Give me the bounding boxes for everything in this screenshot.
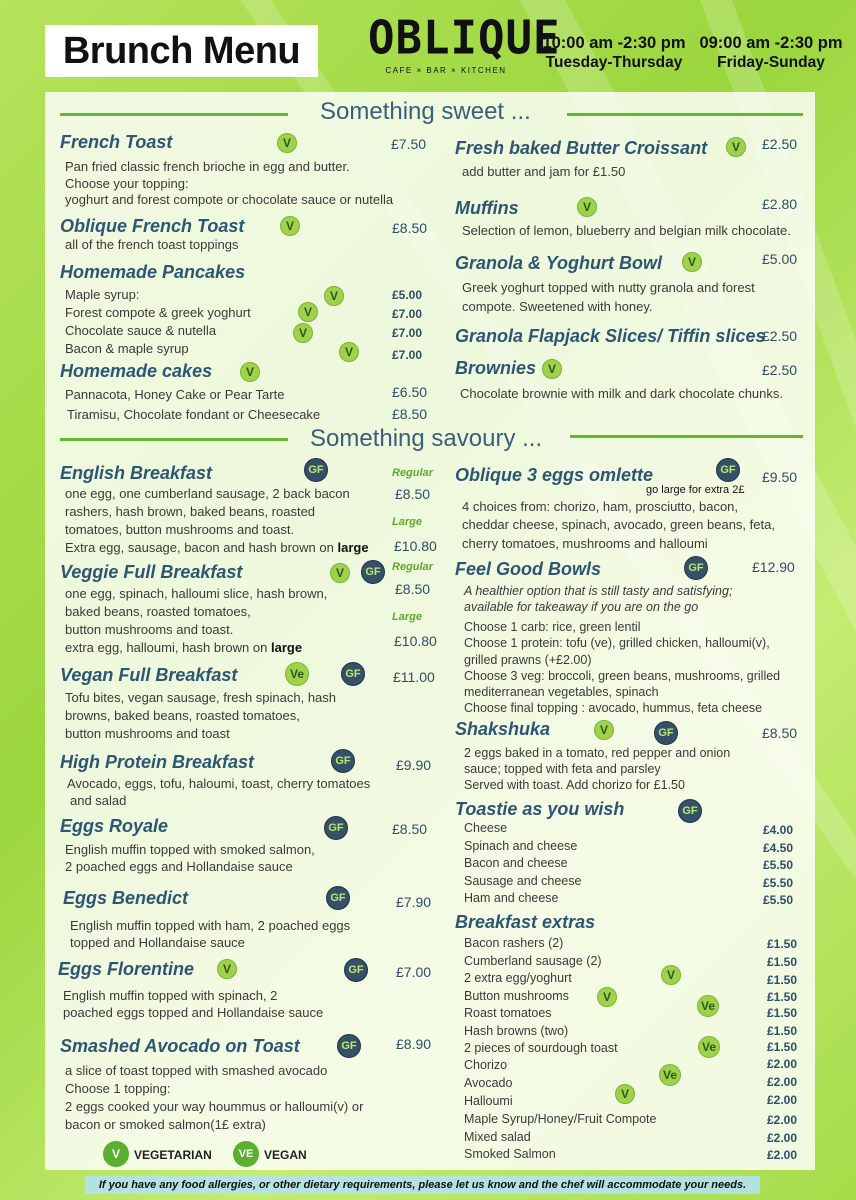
vegetarian-badge: V	[280, 216, 300, 236]
item-desc: Chocolate brownie with milk and dark chocolate chunks.	[460, 386, 784, 401]
vegetarian-badge: V	[615, 1084, 635, 1104]
item-price: £7.50	[391, 136, 427, 152]
vegetarian-badge: V	[542, 359, 562, 379]
item-name: Eggs Florentine	[58, 959, 195, 979]
item-price: £2.50	[762, 362, 798, 378]
vegetarian-badge: V	[217, 959, 237, 979]
option-label: Cheese	[464, 821, 508, 835]
item-desc: English muffin topped with spinach, 2	[63, 988, 278, 1003]
item-price: £2.50	[762, 136, 798, 152]
vegetarian-badge: V	[277, 133, 297, 153]
item-desc: baked beans, roasted tomatoes,	[65, 604, 251, 619]
item-desc: compote. Sweetened with honey.	[462, 299, 653, 314]
item-name: Homemade Pancakes	[60, 262, 246, 282]
item-desc: English muffin topped with ham, 2 poached eggs	[70, 918, 351, 933]
extra-text: Extra egg, sausage, bacon and hash brown on	[65, 540, 334, 555]
allergy-footer: If you have any food allergies, or other dietary requirements, please let us know and the chef will accommodate your needs.	[85, 1176, 760, 1194]
vegan-legend-icon: VE	[233, 1141, 259, 1167]
vegetarian-badge: V	[298, 302, 318, 322]
vegetarian-badge: V	[293, 323, 313, 343]
item-name: Veggie Full Breakfast	[60, 562, 243, 582]
item-desc: Choose 1 carb: rice, green lentil	[464, 620, 641, 634]
vegetarian-badge: V	[577, 197, 597, 217]
logo-word: OBLIQUE	[368, 11, 561, 66]
item-desc: Selection of lemon, blueberry and belgian milk chocolate.	[462, 223, 791, 238]
gluten-free-badge: GF	[337, 1034, 361, 1058]
item-desc: cherry tomatoes, mushrooms and halloumi	[462, 536, 708, 551]
item-name: French Toast	[60, 132, 173, 152]
option-price: £1.50	[767, 955, 798, 969]
item-tagline: available for takeaway if you are on the go	[464, 600, 699, 614]
option-price: £2.00	[767, 1113, 798, 1127]
option-label: Pannacota, Honey Cake or Pear Tarte	[65, 387, 285, 402]
hours-weekday	[540, 33, 688, 73]
item-name: Eggs Benedict	[63, 888, 189, 908]
option-price: £6.50	[392, 384, 428, 400]
option-label: Forest compote & greek yoghurt	[65, 305, 251, 320]
item-name: Brownies	[455, 358, 537, 378]
option-label: 2 pieces of sourdough toast	[464, 1041, 618, 1055]
hours-time: 09:00 am -2:30 pm	[699, 34, 843, 52]
item-price: £8.50	[392, 821, 428, 837]
item-name: Eggs Royale	[60, 816, 169, 836]
item-price: £9.90	[396, 757, 432, 773]
vegetarian-badge: V	[330, 563, 350, 583]
item-price: £12.90	[752, 559, 795, 575]
menu-panel	[45, 92, 815, 1170]
vegetarian-badge: V	[324, 286, 344, 306]
gluten-free-badge: GF	[326, 886, 350, 910]
item-desc: grilled prawns (+£2.00)	[464, 653, 592, 667]
page-title: Brunch Menu	[62, 29, 301, 72]
option-label: Maple Syrup/Honey/Fruit Compote	[464, 1112, 657, 1126]
extra-text: extra egg, halloumi, hash brown on	[65, 640, 268, 655]
option-price: £8.50	[392, 406, 428, 422]
item-tagline: A healthier option that is still tasty and satisfying;	[464, 584, 733, 598]
size-tag: Large	[392, 611, 422, 623]
item-desc: rashers, hash brown, baked beans, roasted	[65, 504, 316, 519]
item-name: Toastie as you wish	[455, 799, 625, 819]
item-price: £2.80	[762, 196, 798, 212]
vegetarian-badge: V	[661, 965, 681, 985]
vegetarian-badge: V	[726, 137, 746, 157]
option-label: Hash browns (two)	[464, 1024, 569, 1038]
item-desc: English muffin topped with smoked salmon,	[65, 842, 315, 857]
option-price: £2.00	[767, 1131, 798, 1145]
section-divider	[567, 113, 803, 116]
vegan-badge: Ve	[698, 1036, 720, 1058]
item-desc: button mushrooms and toast.	[65, 622, 234, 637]
item-desc: button mushrooms and toast	[65, 726, 230, 741]
size-tag: Large	[392, 516, 422, 528]
item-desc: a slice of toast topped with smashed avocado	[65, 1063, 328, 1078]
option-label: Smoked Salmon	[464, 1147, 556, 1161]
option-price: £7.00	[392, 307, 423, 321]
option-price: £5.50	[763, 858, 794, 872]
oblique-logo	[368, 11, 561, 75]
item-price: £9.50	[762, 469, 798, 485]
item-desc: Choose final topping : avocado, hummus, feta cheese	[464, 701, 763, 715]
option-price: £2.00	[767, 1093, 798, 1107]
gluten-free-badge: GF	[678, 799, 702, 823]
vegan-legend-label: VEGAN	[264, 1148, 307, 1162]
option-price: £1.50	[767, 1040, 798, 1054]
vegetarian-legend-label: VEGETARIAN	[134, 1148, 212, 1162]
gluten-free-badge: GF	[304, 458, 328, 482]
section-title-savoury: Something savoury ...	[310, 425, 543, 452]
item-desc: 2 eggs cooked your way hoummus or halloumi(v) or	[65, 1099, 364, 1114]
option-price: £2.00	[767, 1148, 798, 1162]
item-desc: and salad	[70, 793, 127, 808]
page-title-box	[45, 25, 318, 77]
item-desc: poached eggs topped and Hollandaise sauce	[63, 1005, 324, 1020]
vegan-badge: Ve	[285, 662, 309, 686]
item-desc: one egg, one cumberland sausage, 2 back bacon	[65, 486, 350, 501]
option-price: £4.00	[763, 823, 794, 837]
option-label: Bacon rashers (2)	[464, 936, 564, 950]
gluten-free-badge: GF	[324, 816, 348, 840]
item-name: Smashed Avocado on Toast	[60, 1036, 300, 1056]
option-price: £1.50	[767, 937, 798, 951]
item-desc: Tofu bites, vegan sausage, fresh spinach, hash	[65, 690, 337, 705]
item-name: Feel Good Bowls	[455, 559, 602, 579]
item-note: go large for extra 2£	[646, 484, 745, 496]
option-label: Button mushrooms	[464, 989, 569, 1003]
item-desc: all of the french toast toppings	[65, 237, 239, 252]
gluten-free-badge: GF	[341, 662, 365, 686]
option-price: £5.50	[763, 876, 794, 890]
item-name: Fresh baked Butter Croissant	[455, 138, 708, 158]
option-label: Chocolate sauce & nutella	[65, 323, 217, 338]
item-desc: browns, baked beans, roasted tomatoes,	[65, 708, 300, 723]
gluten-free-badge: GF	[716, 458, 740, 482]
hours-time: 10:00 am -2:30 pm	[542, 34, 686, 52]
extra-bold: large	[270, 640, 303, 655]
option-price: £7.00	[392, 326, 423, 340]
item-desc: 4 choices from: chorizo, ham, prosciutto, bacon,	[462, 499, 739, 514]
item-desc: bacon or smoked salmon(1£ extra)	[65, 1117, 266, 1132]
option-label: Bacon & maple syrup	[65, 341, 189, 356]
option-price: £4.50	[763, 841, 794, 855]
hours-weekend	[698, 33, 844, 73]
item-desc: Served with toast. Add chorizo for £1.50	[464, 778, 685, 792]
item-name: Granola Flapjack Slices/ Tiffin slices	[455, 326, 766, 346]
item-price: £2.50	[762, 328, 798, 344]
item-desc: add butter and jam for £1.50	[462, 164, 626, 179]
item-desc: Avocado, eggs, tofu, haloumi, toast, cherry tomatoes	[67, 776, 371, 791]
option-price: £1.50	[767, 1024, 798, 1038]
item-desc: 2 eggs baked in a tomato, red pepper and onion	[464, 746, 731, 760]
item-desc: cheddar cheese, spinach, avocado, green beans, feta,	[462, 517, 775, 532]
section-divider	[60, 113, 288, 116]
hours-days: Tuesday-Thursday	[545, 54, 683, 71]
item-price: £7.90	[396, 894, 432, 910]
option-label: Cumberland sausage (2)	[464, 954, 602, 968]
item-desc: tomatoes, button mushrooms and toast.	[65, 522, 295, 537]
option-price: £2.00	[767, 1057, 798, 1071]
item-desc: yoghurt and forest compote or chocolate sauce or nutella	[65, 192, 394, 207]
item-price: £11.00	[393, 669, 435, 685]
gluten-free-badge: GF	[344, 958, 368, 982]
option-label: Mixed salad	[464, 1130, 531, 1144]
large-price: £10.80	[394, 538, 437, 554]
item-name: English Breakfast	[60, 463, 213, 483]
item-name: Muffins	[455, 198, 519, 218]
item-desc: Choose 3 veg: broccoli, green beans, mushrooms, grilled	[464, 669, 781, 683]
gluten-free-badge: GF	[684, 556, 708, 580]
option-price: £1.50	[767, 973, 798, 987]
item-extra	[65, 640, 302, 655]
option-label: 2 extra egg/yoghurt	[464, 971, 572, 985]
item-name: Oblique French Toast	[60, 216, 245, 236]
hours-days: Friday-Sunday	[717, 54, 825, 71]
item-desc: Greek yoghurt topped with nutty granola and forest	[462, 280, 755, 295]
gluten-free-badge: GF	[331, 749, 355, 773]
item-price: £5.00	[762, 251, 798, 267]
item-name: High Protein Breakfast	[60, 752, 255, 772]
item-name: Vegan Full Breakfast	[60, 665, 238, 685]
option-price: £2.00	[767, 1075, 798, 1089]
option-label: Spinach and cheese	[464, 839, 578, 853]
option-label: Bacon and cheese	[464, 856, 568, 870]
section-title-sweet: Something sweet ...	[320, 98, 531, 125]
option-label: Avocado	[464, 1076, 513, 1090]
gluten-free-badge: GF	[654, 721, 678, 745]
item-price: £8.90	[396, 1036, 432, 1052]
item-name: Oblique 3 eggs omlette	[455, 465, 654, 485]
large-price: £10.80	[394, 633, 437, 649]
regular-price: £8.50	[395, 486, 431, 502]
item-desc: 2 poached eggs and Hollandaise sauce	[65, 859, 293, 874]
item-price: £8.50	[762, 725, 798, 741]
option-label: Maple syrup:	[65, 287, 140, 302]
vegetarian-badge: V	[682, 252, 702, 272]
vegetarian-badge: V	[594, 720, 614, 740]
option-label: Tiramisu, Chocolate fondant or Cheesecake	[67, 407, 321, 422]
item-desc: Choose 1 topping:	[65, 1081, 171, 1096]
item-extra	[65, 540, 369, 555]
option-label: Ham and cheese	[464, 891, 559, 905]
option-label: Chorizo	[464, 1058, 508, 1072]
section-divider	[60, 438, 288, 441]
option-price: £5.00	[392, 288, 423, 302]
option-label: Halloumi	[464, 1094, 513, 1108]
logo-subtitle: CAFE × BAR × KITCHEN	[385, 66, 507, 75]
item-name: Homemade cakes	[60, 361, 213, 381]
vegetarian-badge: V	[597, 987, 617, 1007]
vegetarian-badge: V	[240, 362, 260, 382]
item-desc: sauce; topped with feta and parsley	[464, 762, 661, 776]
regular-price: £8.50	[395, 581, 431, 597]
item-price: £8.50	[392, 220, 428, 236]
option-price: £5.50	[763, 893, 794, 907]
item-name: Breakfast extras	[455, 912, 596, 932]
vegetarian-badge: V	[339, 342, 359, 362]
item-price: £7.00	[396, 964, 432, 980]
section-divider	[570, 435, 803, 438]
item-name: Granola & Yoghurt Bowl	[455, 253, 663, 273]
item-desc: mediterranean vegetables, spinach	[464, 685, 659, 699]
option-price: £1.50	[767, 990, 798, 1004]
option-price: £1.50	[767, 1006, 798, 1020]
item-desc: Choose your topping:	[65, 176, 189, 191]
item-desc: Pan fried classic french brioche in egg and butter.	[65, 159, 350, 174]
item-name: Shakshuka	[455, 719, 551, 739]
vegan-badge: Ve	[659, 1064, 681, 1086]
vegetarian-legend-icon: V	[103, 1141, 129, 1167]
option-label: Sausage and cheese	[464, 874, 582, 888]
item-desc: one egg, spinach, halloumi slice, hash brown,	[65, 586, 328, 601]
gluten-free-badge: GF	[361, 560, 385, 584]
item-desc: Choose 1 protein: tofu (ve), grilled chicken, halloumi(v),	[464, 636, 770, 650]
option-price: £7.00	[392, 348, 423, 362]
vegan-badge: Ve	[697, 995, 719, 1017]
size-tag: Regular	[392, 467, 433, 479]
size-tag: Regular	[392, 561, 433, 573]
option-label: Roast tomatoes	[464, 1006, 552, 1020]
extra-bold: large	[337, 540, 369, 555]
item-desc: topped and Hollandaise sauce	[70, 935, 245, 950]
